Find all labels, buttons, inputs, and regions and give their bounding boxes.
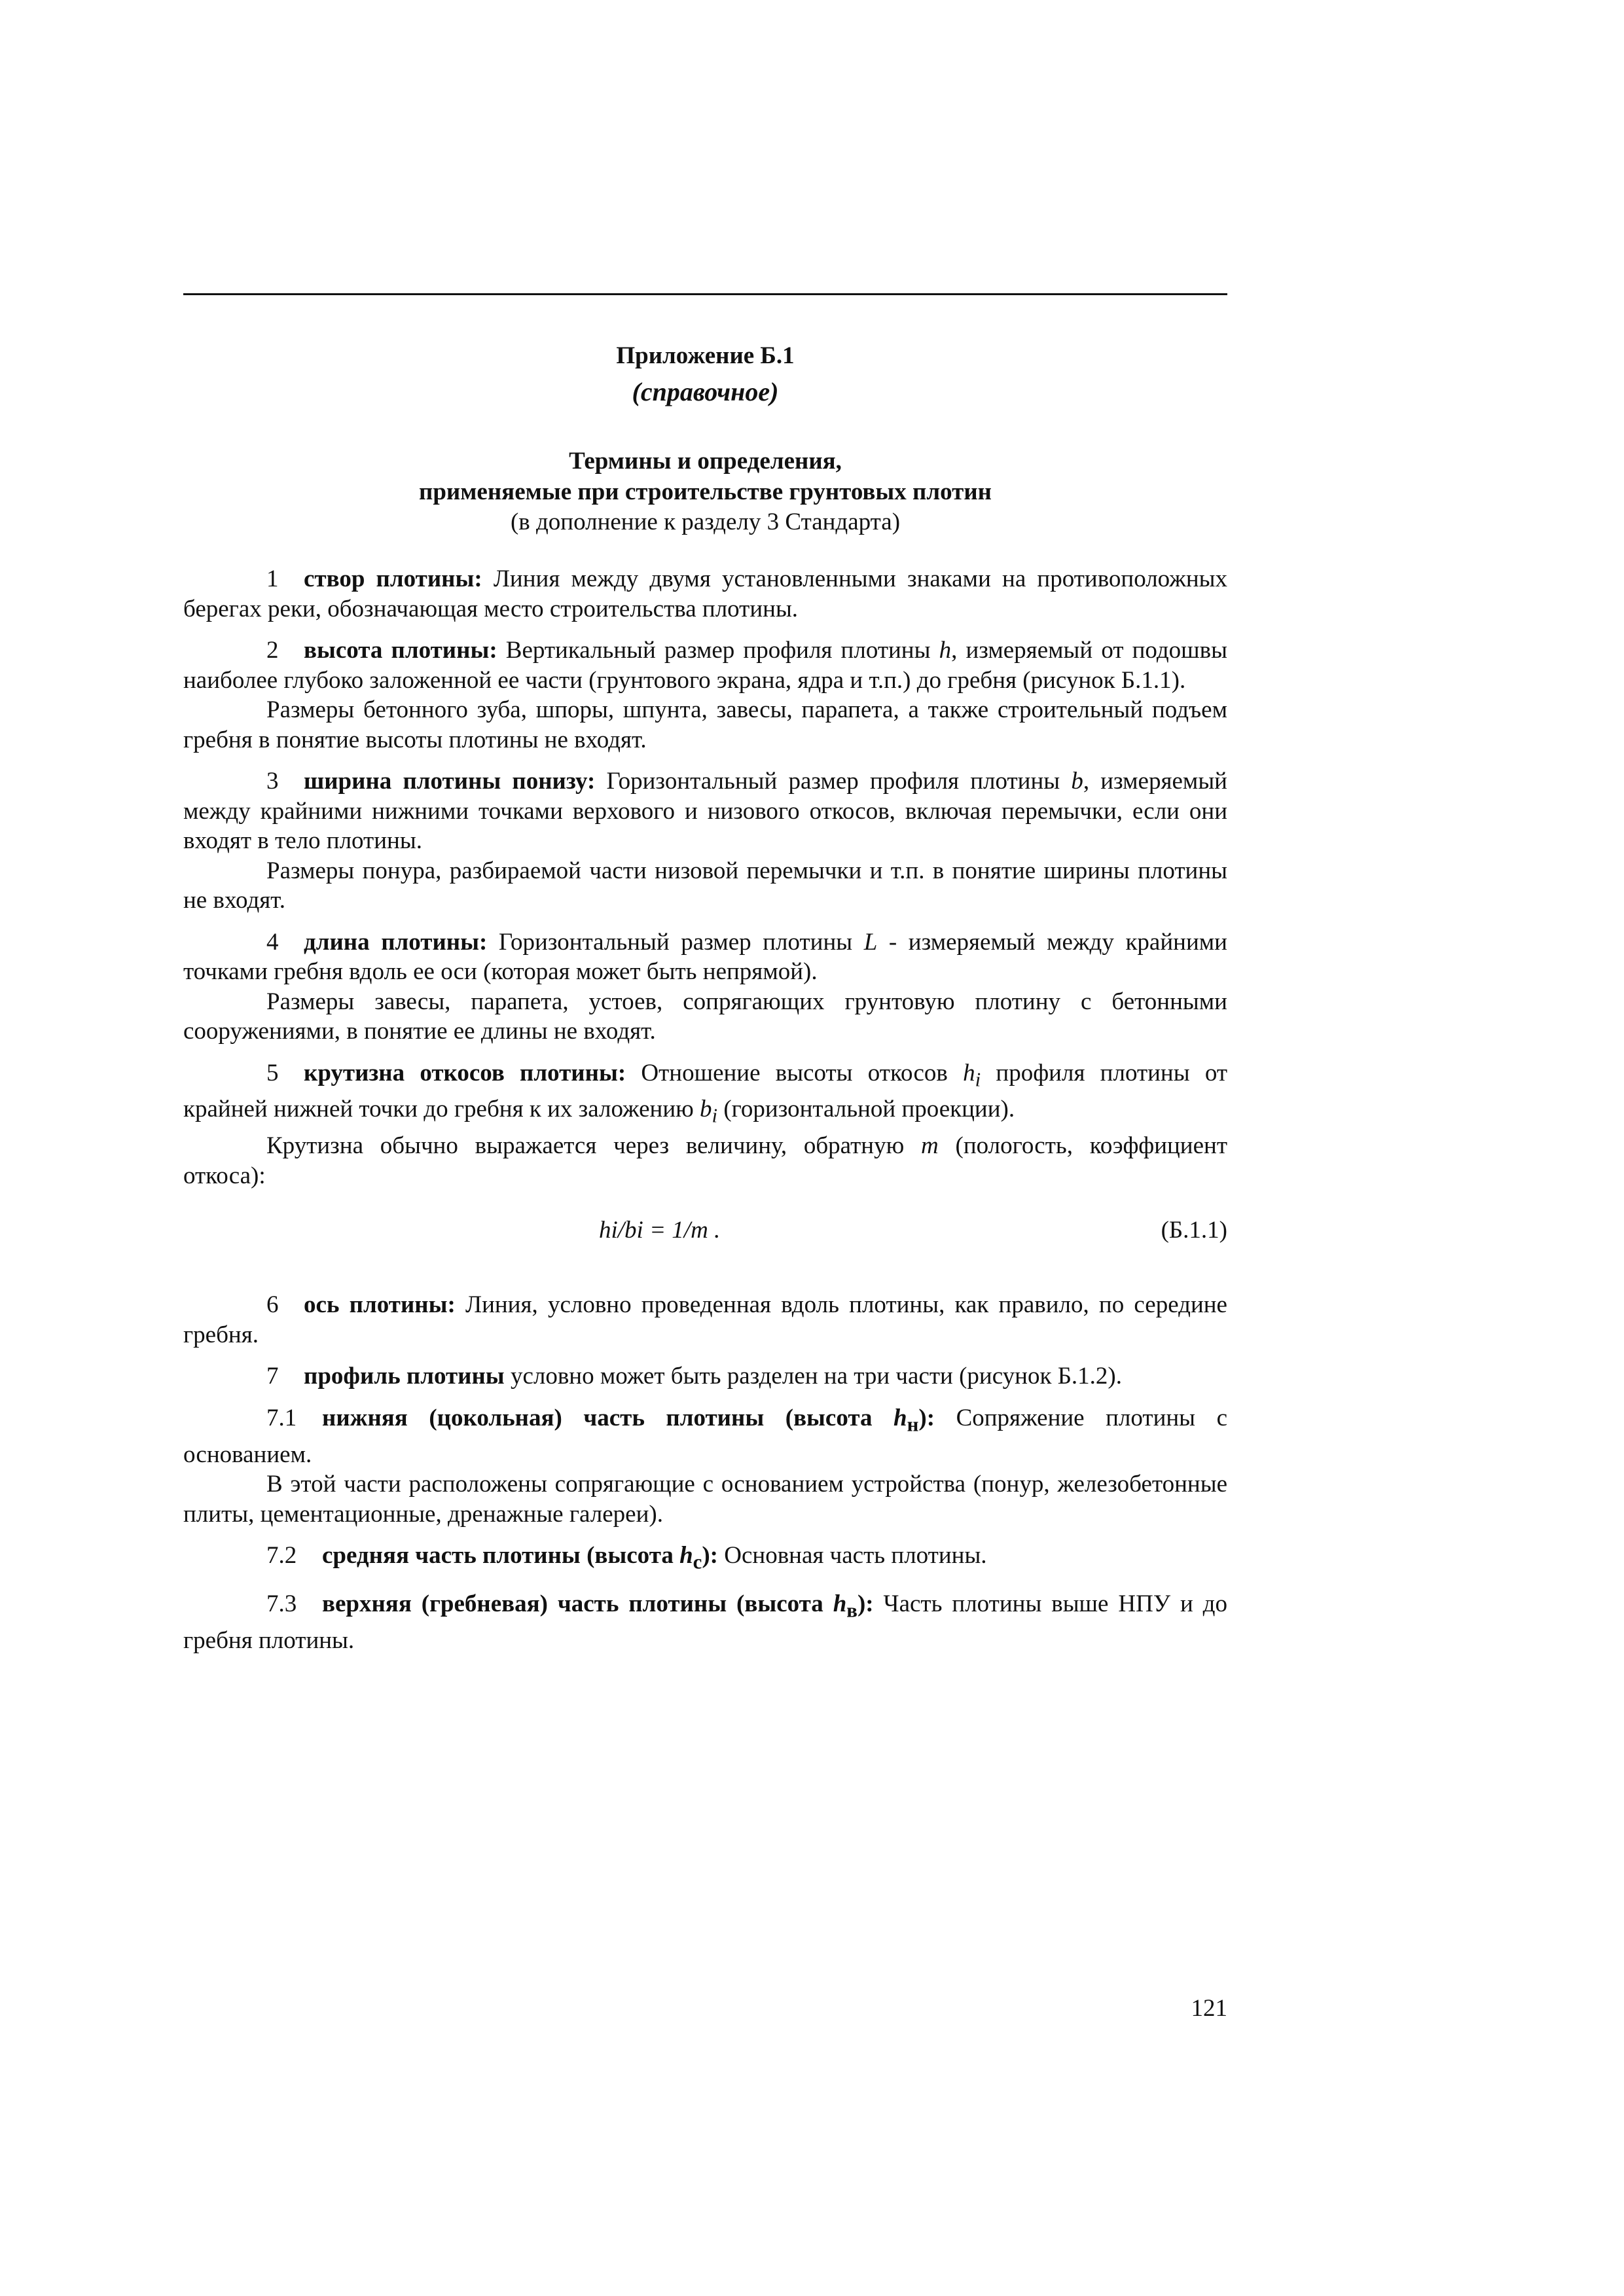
term-name: высота плотины: (304, 637, 497, 664)
term-definition: Линия между двумя установленными знаками на противоположных берегах реки, обозначающая место строительства плотины. (183, 565, 1227, 622)
term-definition: Линия, условно проведенная вдоль плотины, как правило, по середине гребня. (183, 1291, 1227, 1348)
subscript-v: в (846, 1599, 857, 1622)
term-note-3: Размеры понура, разбираемой части низовой перемычки и т.п. в понятие ширины плотины не входят. (183, 857, 1227, 914)
item-number: 1 (266, 565, 279, 592)
item-number: 2 (266, 637, 279, 664)
term-definition: Горизонтальный размер плотины (487, 928, 864, 956)
appendix-label: Приложение Б.1 (616, 342, 795, 369)
item-number: 7.1 (266, 1404, 297, 1431)
variable-m: m (921, 1132, 939, 1160)
term-name-end: ): (702, 1542, 718, 1570)
note-text: Крутизна обычно выражается через величину, обратную (266, 1132, 922, 1160)
term-name-end: ): (918, 1404, 935, 1431)
term-item-4 (183, 927, 1227, 987)
item-number: 7 (266, 1363, 279, 1390)
term-note-4: Размеры завесы, парапета, устоев, сопрягающих грунтовую плотину с бетонными сооружениями, в понятие ее длины не входят. (183, 988, 1227, 1045)
item-number: 4 (266, 928, 279, 956)
term-definition: Вертикальный размер профиля плотины (497, 637, 939, 664)
term-name: верхняя (гребневая) часть плотины (высота (322, 1590, 833, 1618)
variable-h: h (833, 1590, 847, 1618)
section-title-line2: применяемые при строительстве грунтовых плотин (419, 478, 992, 505)
variable-h: h (939, 637, 952, 664)
section-title-line1: Термины и определения, (569, 448, 842, 475)
term-note-7-1: В этой части расположены сопрягающие с основанием устройства (понур, железобетонные плиты, цементационные, дренажные галереи). (183, 1471, 1227, 1528)
formula-number: (Б.1.1) (1161, 1217, 1227, 1244)
term-definition: Горизонтальный размер профиля плотины (595, 768, 1072, 795)
term-definition: Часть плотины выше НПУ и до гребня плотины. (183, 1590, 1227, 1654)
term-name: нижняя (цокольная) часть плотины (высота (322, 1404, 894, 1431)
item-number: 7.3 (266, 1590, 297, 1618)
item-number: 7.2 (266, 1542, 297, 1570)
section-subtitle: (в дополнение к разделу 3 Стандарта) (510, 509, 901, 535)
variable-h: h (893, 1404, 907, 1431)
term-definition: условно может быть разделен на три части (рисунок Б.1.2). (504, 1363, 1123, 1390)
term-item-3 (183, 766, 1227, 856)
term-definition: Сопряжение плотины с основанием. (183, 1404, 1227, 1468)
term-item-1 (183, 564, 1227, 624)
variable-h: h (963, 1059, 975, 1086)
term-name: ось плотины: (304, 1291, 456, 1319)
term-name: створ плотины: (304, 565, 482, 592)
appendix-status: (справочное) (632, 377, 779, 406)
term-name: средняя часть плотины (высота (322, 1542, 680, 1570)
term-definition-cont: , измеряемый от подошвы наиболее глубоко заложенной ее части (грунтового экрана, ядра и т.п.) до гребня (рисунок Б.1.1). (183, 637, 1227, 694)
term-definition-cont: - измеряемый между крайними точками гребня вдоль ее оси (которая может быть непрямой). (183, 928, 1227, 985)
term-item-7-3 (183, 1589, 1227, 1655)
term-item-7 (183, 1361, 1227, 1391)
formula-expression: hi/bi = 1/m . (599, 1217, 721, 1244)
term-definition-cont: профиля плотины от крайней нижней точки до гребня к их заложению (183, 1059, 1228, 1123)
header-rule (183, 293, 1227, 295)
term-definition: Основная часть плотины. (718, 1542, 987, 1570)
term-note-5 (183, 1131, 1227, 1191)
term-item-6 (183, 1290, 1227, 1350)
item-number: 3 (266, 768, 279, 795)
note-text-cont: (пологость, коэффициент откоса): (183, 1132, 1228, 1189)
term-name-end: ): (857, 1590, 874, 1618)
term-note-2: Размеры бетонного зуба, шпоры, шпунта, завесы, парапета, а также строительный подъем гребня в понятие высоты плотины не входят. (183, 696, 1227, 753)
variable-b: b (700, 1096, 712, 1123)
subscript-s: с (693, 1551, 702, 1573)
variable-l: L (863, 928, 878, 956)
term-definition: Отношение высоты откосов (626, 1059, 964, 1086)
item-number: 6 (266, 1291, 279, 1319)
variable-h: h (679, 1542, 693, 1570)
term-item-5 (183, 1058, 1227, 1132)
term-definition-cont: , измеряемый между крайними нижними точками верхового и низового откосов, включая перемычки, если они входят в тело плотины. (183, 768, 1227, 854)
term-item-7-1 (183, 1403, 1227, 1469)
term-item-2 (183, 636, 1227, 695)
item-number: 5 (266, 1059, 279, 1086)
document-body (183, 564, 1227, 1667)
term-name: профиль плотины (304, 1363, 505, 1390)
variable-b: b (1071, 768, 1083, 795)
subscript-n: н (907, 1413, 919, 1436)
subscript-i: i (712, 1104, 718, 1127)
term-definition-end: (горизонтальной проекции). (717, 1096, 1015, 1123)
page-number: 121 (1191, 1995, 1227, 2022)
subscript-i: i (975, 1067, 981, 1090)
term-name: крутизна откосов плотины: (304, 1059, 626, 1086)
term-item-7-2 (183, 1541, 1227, 1577)
formula-b-1-1 (183, 1204, 1227, 1263)
term-name: ширина плотины понизу: (304, 768, 596, 795)
term-name: длина плотины: (304, 928, 488, 956)
